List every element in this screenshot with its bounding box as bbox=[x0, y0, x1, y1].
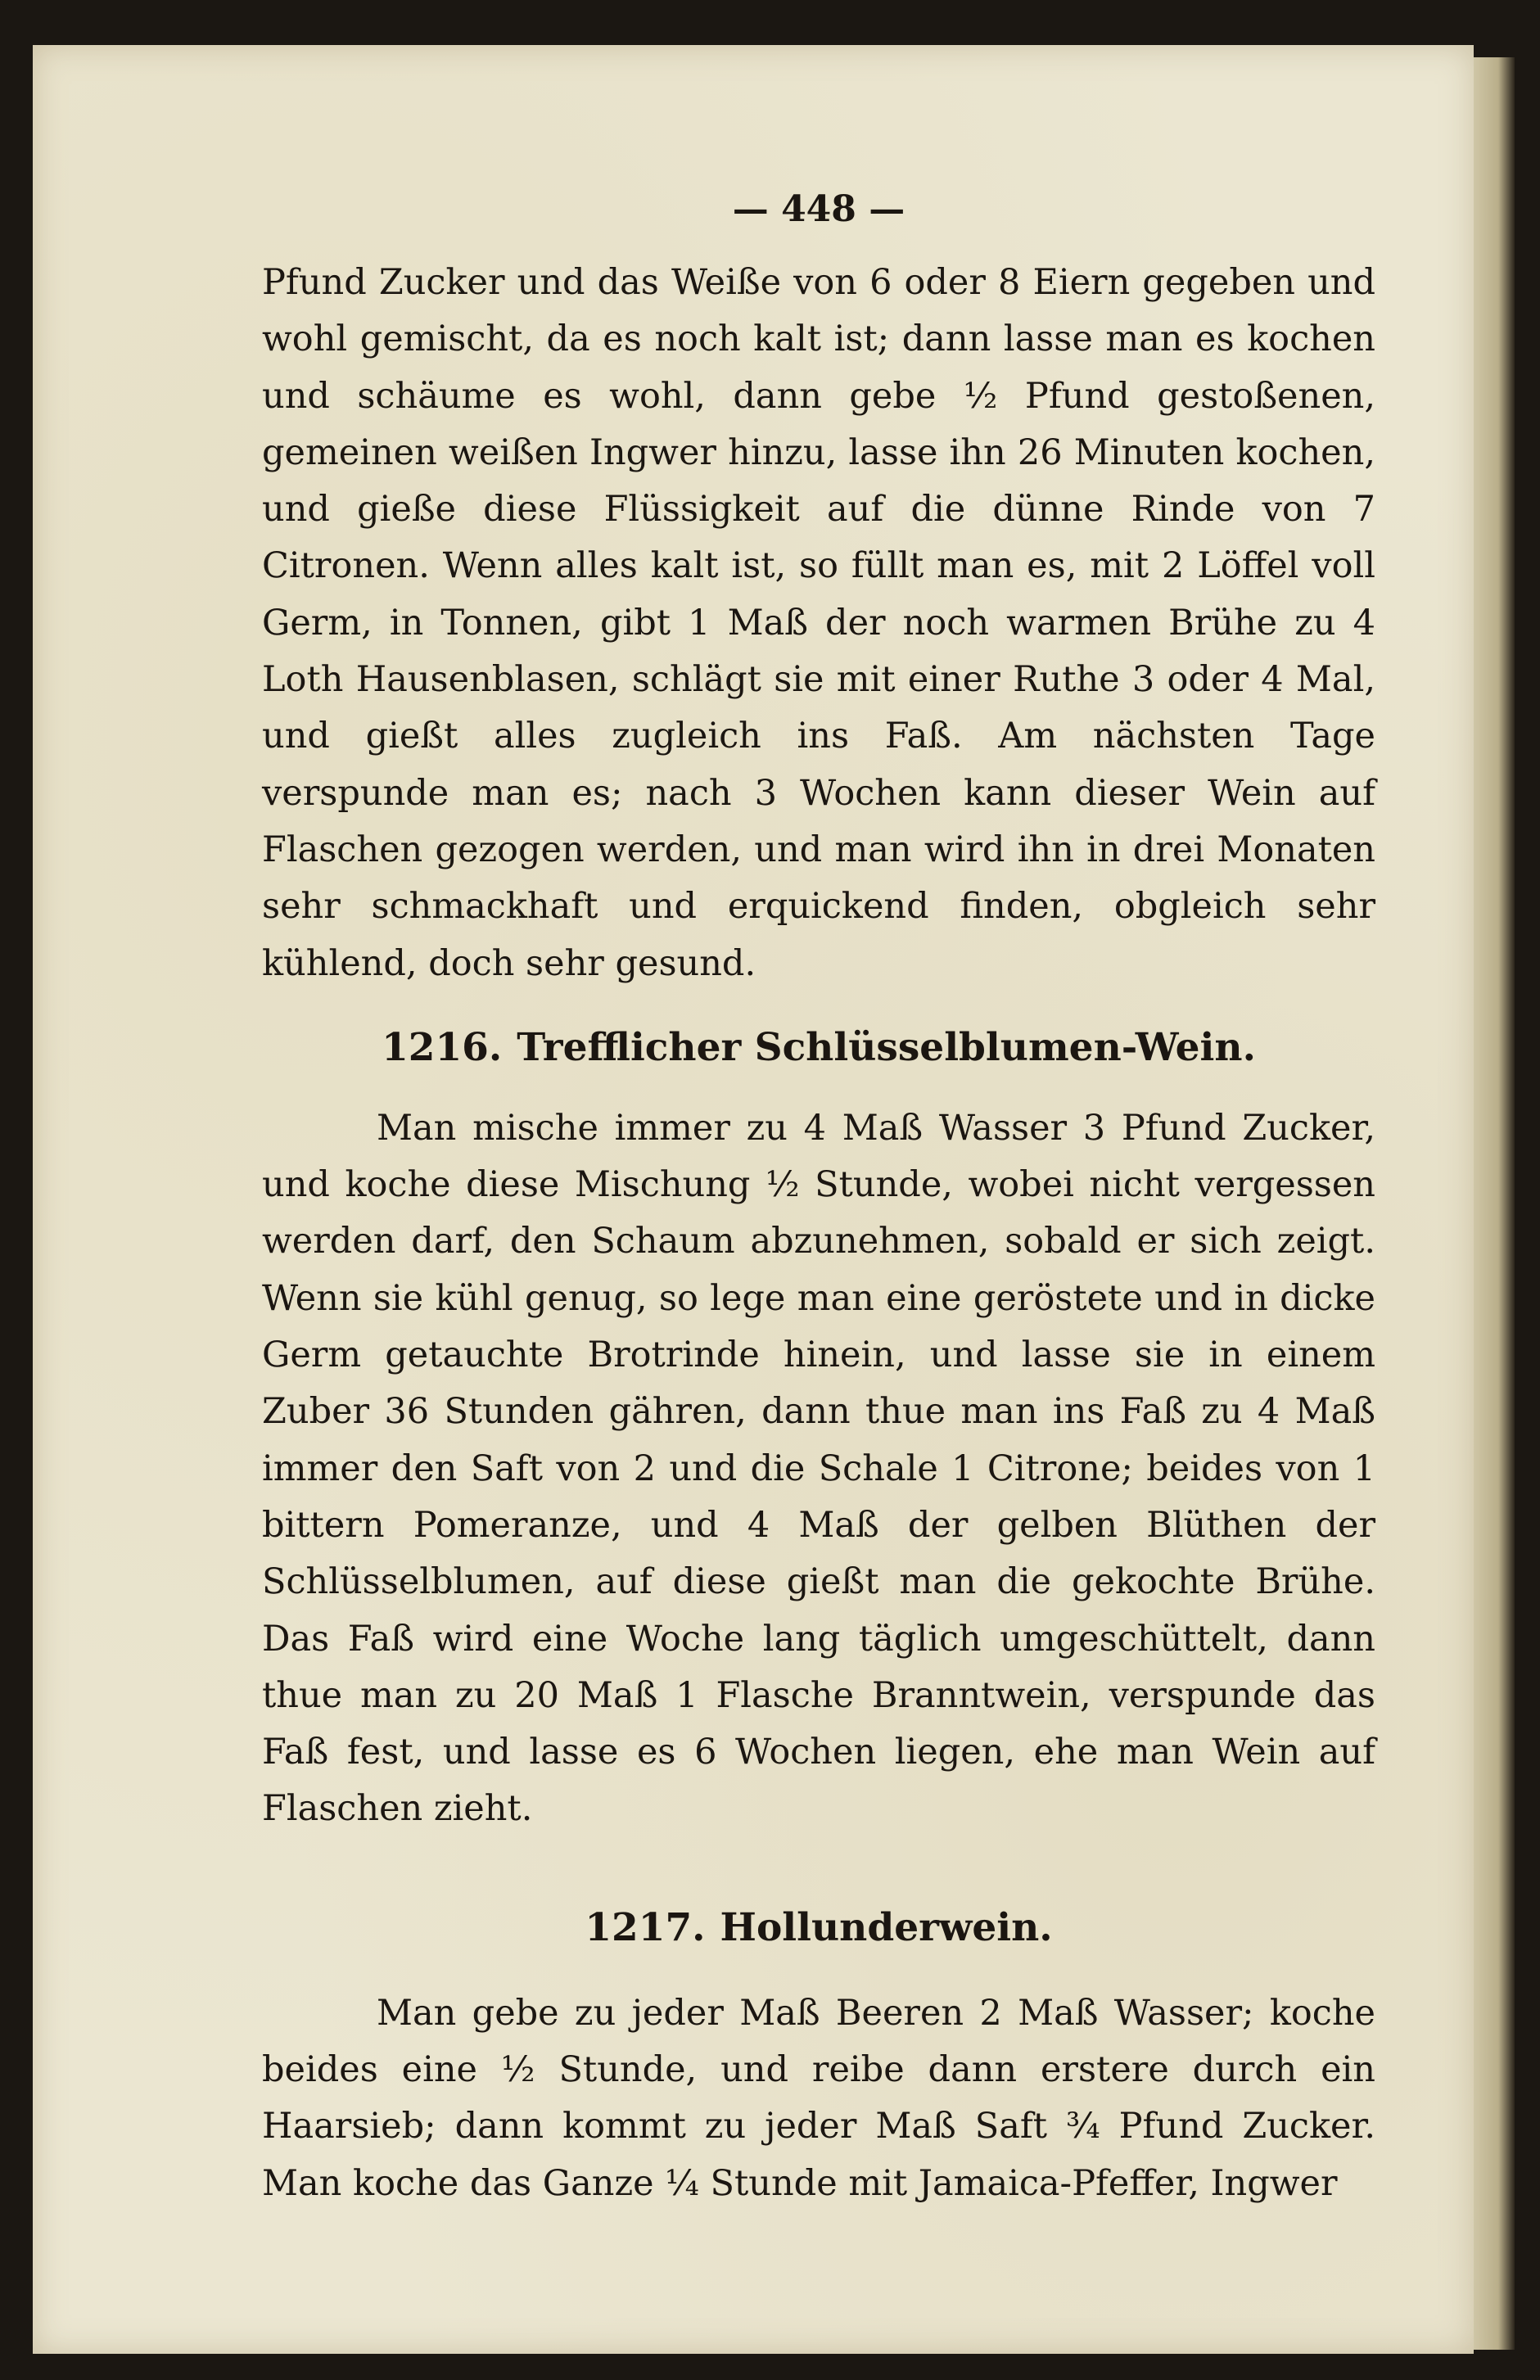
text-block bbox=[262, 188, 1375, 2212]
recipe-1216 bbox=[262, 1023, 1375, 1838]
recipe-number: 1217. bbox=[585, 1904, 706, 1950]
page-edge bbox=[1474, 57, 1515, 2350]
recipe-title: Trefflicher Schlüsselblumen-Wein. bbox=[517, 1024, 1256, 1070]
recipe-1217 bbox=[262, 1904, 1375, 2212]
recipe-heading bbox=[262, 1023, 1375, 1073]
recipe-number: 1216. bbox=[382, 1024, 503, 1070]
recipe-title: Hollunderwein. bbox=[720, 1904, 1053, 1950]
page-number: — 448 — bbox=[732, 188, 905, 230]
recipe-text: Man gebe zu jeder Maß Beeren 2 Maß Wasser; koche beides eine ½ Stunde, und reibe dann erstere durch ein Haarsieb; dann kommt zu jeder Maß Saft ¾ Pfund Zucker. Man koche das Ganze ¼ Stunde mit Jamaica-Pfeffer, Ingwer bbox=[262, 1992, 1375, 2204]
recipe-heading bbox=[262, 1904, 1375, 1953]
recipe-text: Man mische immer zu 4 Maß Wasser 3 Pfund Zucker, und koche diese Mischung ½ Stunde, wobei nicht vergessen werden darf, den Schaum abzunehmen, sobald er sich zeigt. Wenn sie kühl genug, so lege man eine geröstete und in dicke Germ getauchte Brotrinde hinein, und lasse sie in einem Zuber 36 Stunden gähren, dann thue man ins Faß zu 4 Maß immer den Saft von 2 und die Schale 1 Citrone; beides von 1 bittern Pomeranze, und 4 Maß der gelben Blüthen der Schlüsselblumen, auf diese gießt man die gekochte Brühe. Das Faß wird eine Woche lang täglich umgeschüttelt, dann thue man zu 20 Maß 1 Flasche Branntwein, verspunde das Faß fest, und lasse es 6 Wochen liegen, ehe man Wein auf Flaschen zieht. bbox=[262, 1107, 1375, 1830]
intro-paragraph: Pfund Zucker und das Weiße von 6 oder 8 Eiern gegeben und wohl gemischt, da es noch kalt ist; dann lasse man es kochen und schäume es wohl, dann gebe ½ Pfund gestoßenen, gemeinen weißen Ingwer hinzu, lasse ihn 26 Minuten kochen, und gieße diese Flüssigkeit auf die dünne Rinde von 7 Citronen. Wenn alles kalt ist, so füllt man es, mit 2 Löffel voll Germ, in Tonnen, gibt 1 Maß der noch warmen Brühe zu 4 Loth Hausenblasen, schlägt sie mit einer Ruthe 3 oder 4 Mal, und gießt alles zugleich ins Faß. Am nächsten Tage verspunde man es; nach 3 Wochen kann dieser Wein auf Flaschen gezogen werden, und man wird ihn in drei Monaten sehr schmackhaft und erquickend finden, obgleich sehr kühlend, doch sehr gesund. bbox=[262, 262, 1375, 984]
